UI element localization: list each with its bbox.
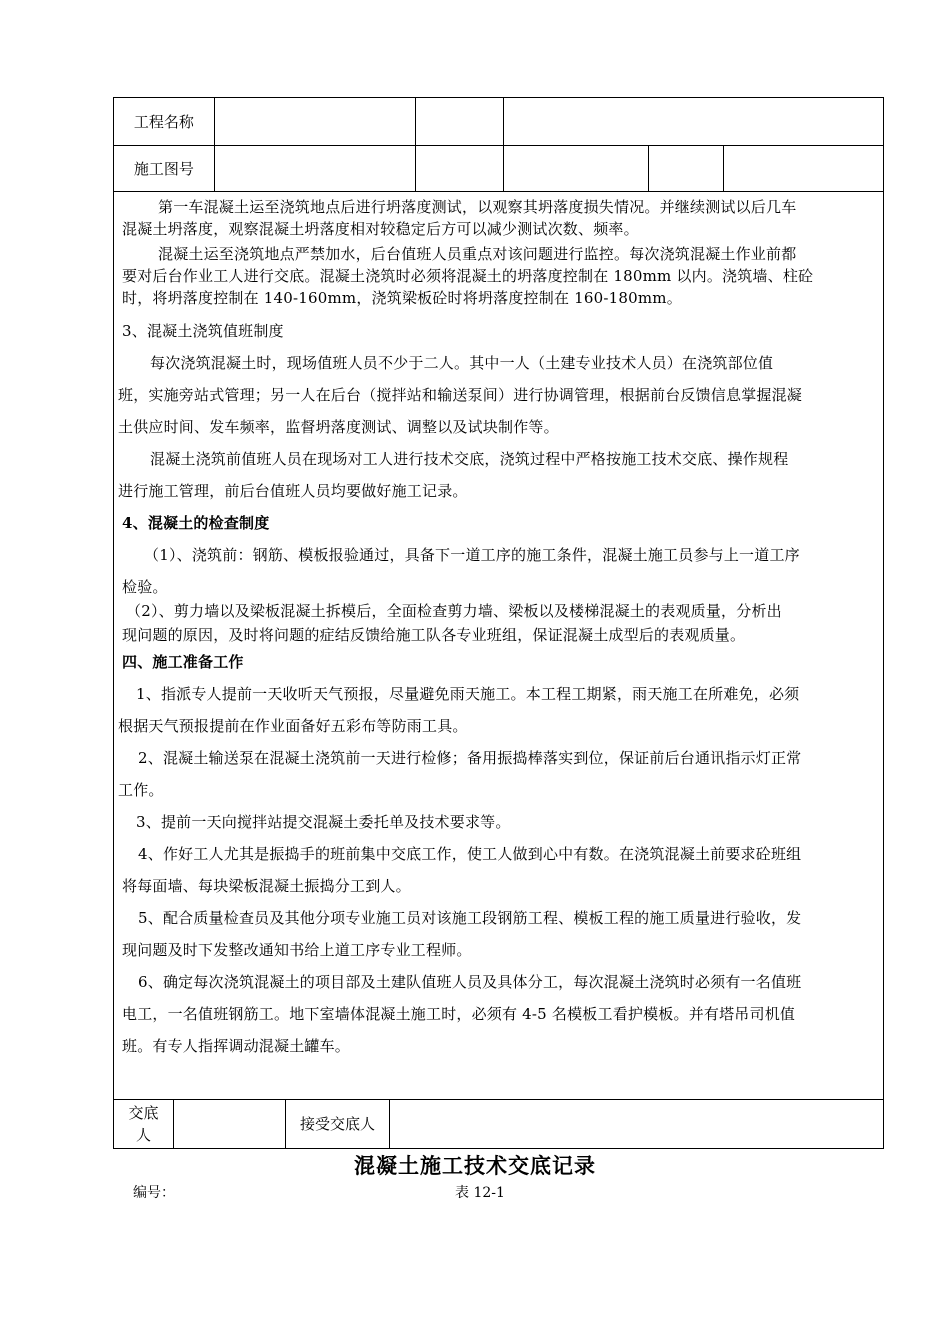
content-line: 第一车混凝土运至浇筑地点后进行坍落度测试，以观察其坍落度损失情况。并继续测试以后几车 <box>158 198 797 216</box>
drawing-no-cell-3[interactable] <box>416 146 504 191</box>
drawing-no-row <box>114 146 883 192</box>
content-line: 现问题及时下发整改通知书给上道工序专业工程师。 <box>122 941 472 959</box>
content-body <box>114 192 883 1100</box>
content-line: 每次浇筑混凝土时，现场值班人员不少于二人。其中一人（土建专业技术人员）在浇筑部位值 <box>150 354 774 372</box>
drawing-no-cell-5[interactable] <box>649 146 724 191</box>
content-line: 电工，一名值班钢筋工。地下室墙体混凝土施工时，必须有 4-5 名模板工看护模板。并有塔吊司机值 <box>122 1005 796 1023</box>
section-heading: 3、混凝土浇筑值班制度 <box>122 322 284 340</box>
drawing-no-value[interactable] <box>215 146 416 191</box>
content-line: （2）、剪力墙以及梁板混凝土拆模后，全面检查剪力墙、梁板以及楼梯混凝土的表观质量，分析出 <box>126 602 782 620</box>
content-line: 检验。 <box>122 578 168 596</box>
handover-label: 交底人 <box>114 1100 174 1148</box>
content-line: 现问题的原因，及时将问题的症结反馈给施工队各专业班组，保证混凝土成型后的表观质量。 <box>122 626 746 644</box>
project-name-extra-cell[interactable] <box>416 98 504 145</box>
record-table <box>113 97 884 1149</box>
content-line: 根据天气预报提前在作业面备好五彩布等防雨工具。 <box>118 717 468 735</box>
content-line: 进行施工管理，前后台值班人员均要做好施工记录。 <box>118 482 468 500</box>
section-heading: 4、混凝土的检查制度 <box>122 514 270 532</box>
section-heading: 四、施工准备工作 <box>122 653 244 671</box>
content-line: 3、提前一天向搅拌站提交混凝土委托单及技术要求等。 <box>136 813 511 831</box>
handover-signature-field[interactable] <box>174 1100 286 1148</box>
document-title: 混凝土施工技术交底记录 <box>354 1153 596 1178</box>
content-line: 4、作好工人尤其是振捣手的班前集中交底工作，使工人做到心中有数。在浇筑混凝土前要求砼班组 <box>138 845 802 863</box>
content-line: 工作。 <box>118 781 164 799</box>
content-line: 2、混凝土输送泵在混凝土浇筑前一天进行检修；备用振捣棒落实到位，保证前后台通讯指示灯正常 <box>138 749 802 767</box>
number-label: 编号： <box>133 1185 175 1201</box>
content-line: 班。有专人指挥调动混凝土罐车。 <box>122 1037 351 1055</box>
project-name-row <box>114 98 883 146</box>
drawing-no-cell-6[interactable] <box>724 146 883 191</box>
signature-row <box>114 1100 883 1148</box>
content-line: 1、指派专人提前一天收听天气预报，尽量避免雨天施工。本工程工期紧，雨天施工在所难免，必须 <box>136 685 800 703</box>
content-line: 6、确定每次浇筑混凝土的项目部及土建队值班人员及具体分工，每次混凝土浇筑时必须有一名值班 <box>138 973 802 991</box>
project-name-extra-cell-2[interactable] <box>504 98 884 145</box>
project-name-label: 工程名称 <box>114 98 215 145</box>
project-name-value[interactable] <box>215 98 416 145</box>
content-line: 时，将坍落度控制在 140-160mm，浇筑梁板砼时将坍落度控制在 160-180mm。 <box>122 289 682 307</box>
content-line: 混凝土坍落度，观察混凝土坍落度相对较稳定后方可以减少测试次数、频率。 <box>122 220 639 238</box>
content-line: 班，实施旁站式管理；另一人在后台（搅拌站和输送泵间）进行协调管理，根据前台反馈信息掌握混凝 <box>118 386 803 404</box>
drawing-no-label: 施工图号 <box>114 146 215 191</box>
content-line: 混凝土运至浇筑地点严禁加水，后台值班人员重点对该问题进行监控。每次浇筑混凝土作业前都 <box>158 245 797 263</box>
content-line: 将每面墙、每块梁板混凝土振捣分工到人。 <box>122 877 411 895</box>
receiver-label: 接受交底人 <box>286 1100 390 1148</box>
table-number: 表 12-1 <box>455 1185 505 1201</box>
content-line: 5、配合质量检查员及其他分项专业施工员对该施工段钢筋工程、模板工程的施工质量进行验收，发 <box>138 909 802 927</box>
content-line: （1）、浇筑前：钢筋、模板报验通过，具备下一道工序的施工条件，混凝土施工员参与上一道工序 <box>144 546 800 564</box>
drawing-no-cell-4[interactable] <box>504 146 650 191</box>
content-line: 要对后台作业工人进行交底。混凝土浇筑时必须将混凝土的坍落度控制在 180mm 以内。浇筑墙、柱砼 <box>122 267 814 285</box>
receiver-signature-field[interactable] <box>390 1100 883 1148</box>
content-line: 混凝土浇筑前值班人员在现场对工人进行技术交底，浇筑过程中严格按施工技术交底、操作规程 <box>150 450 789 468</box>
content-line: 土供应时间、发车频率，监督坍落度测试、调整以及试块制作等。 <box>118 418 559 436</box>
